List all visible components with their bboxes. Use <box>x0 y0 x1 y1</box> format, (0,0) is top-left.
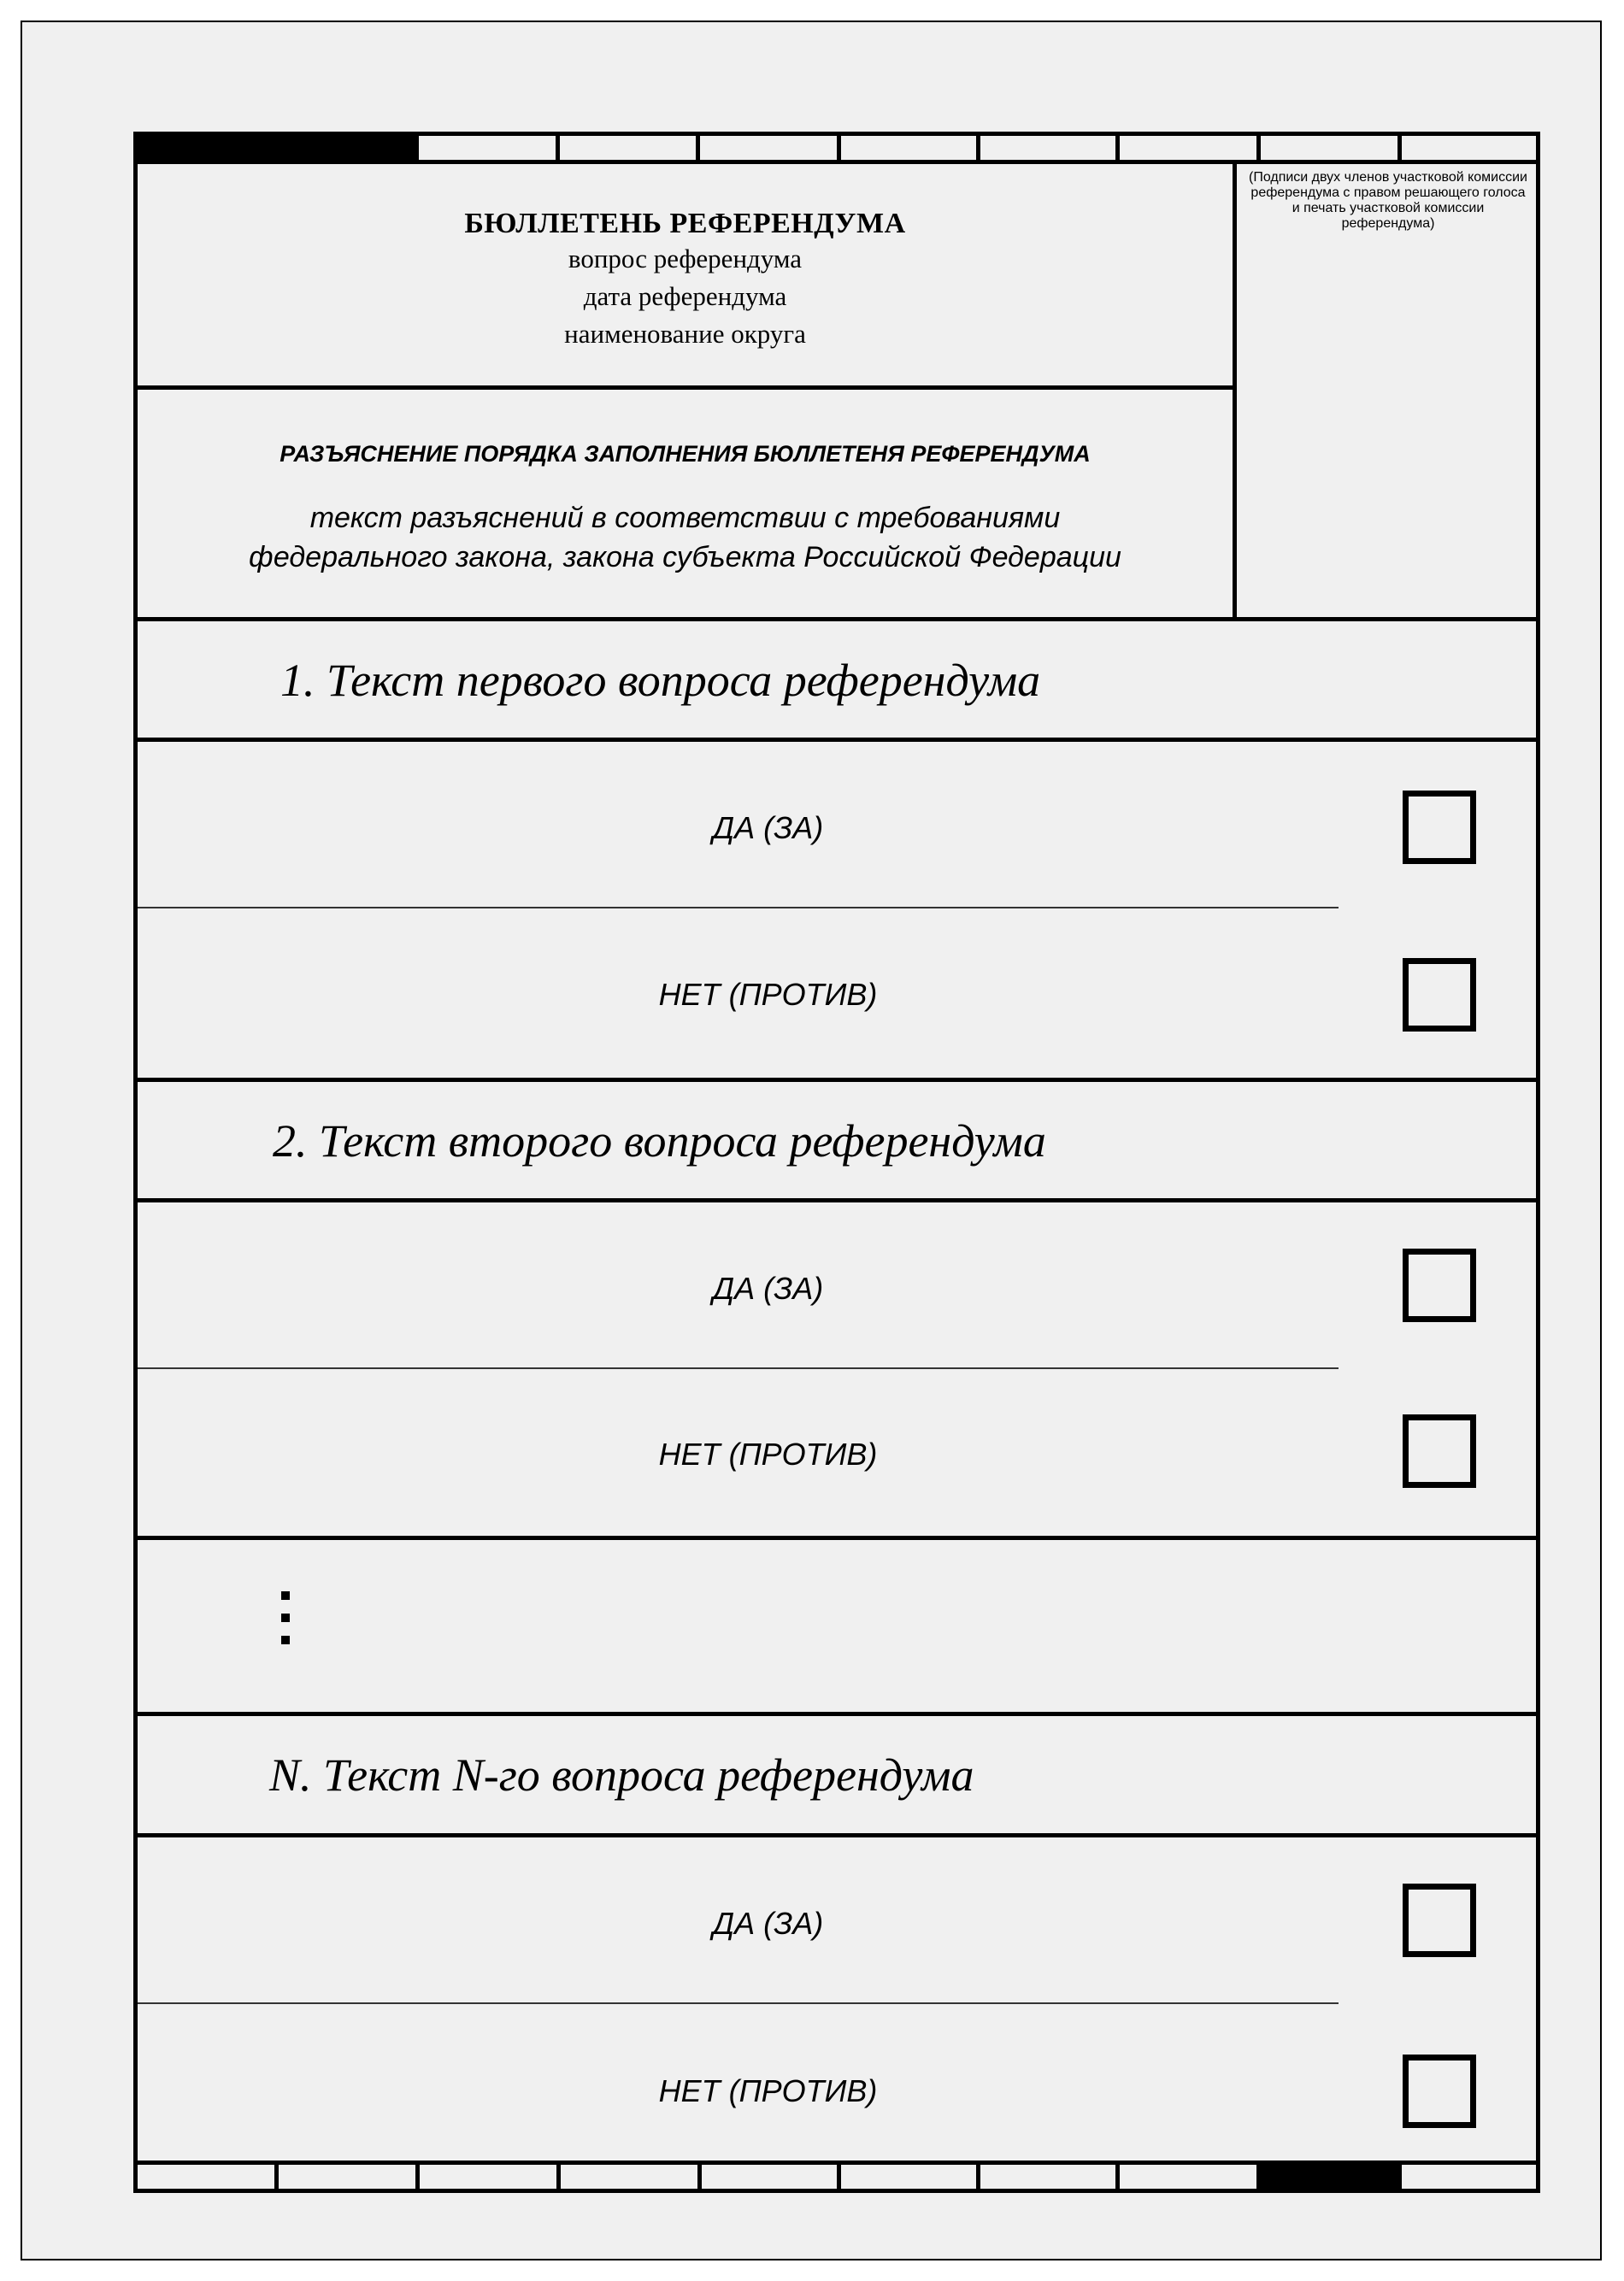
instructions-text-line1: текст разъяснений в соответствии с требованиями <box>309 502 1061 534</box>
ballot-title: БЮЛЛЕТЕНЬ РЕФЕРЕНДУМА <box>464 208 906 239</box>
top-marker-strip <box>138 136 1536 164</box>
question-text-n: N. Текст N-го вопроса референдума <box>269 1749 974 1801</box>
vote-checkbox-no-n[interactable] <box>1403 2055 1476 2128</box>
question-row-1 <box>138 617 1536 742</box>
question-text-1: 1. Текст первого вопроса референдума <box>280 655 1041 706</box>
vote-checkbox-no-1[interactable] <box>1403 958 1476 1032</box>
vote-checkbox-yes-n[interactable] <box>1403 1884 1476 1957</box>
instructions-title: РАЗЪЯСНЕНИЕ ПОРЯДКА ЗАПОЛНЕНИЯ БЮЛЛЕТЕНЯ РЕФЕРЕНДУМА <box>279 441 1091 467</box>
signature-note: (Подписи двух членов участковой комиссии референдума с правом решающего голоса и печать участковой комиссии референдума) <box>1248 170 1527 231</box>
district-name-label: наименование округа <box>564 319 806 349</box>
option-yes-1 <box>138 742 1536 908</box>
option-no-1 <box>138 908 1536 1078</box>
option-yes-label: ДА (ЗА) <box>712 1271 824 1306</box>
option-yes-n <box>138 1837 1536 2005</box>
referendum-date-label: дата референдума <box>583 281 787 311</box>
option-yes-2 <box>138 1202 1536 1368</box>
question-row-n <box>138 1712 1536 1837</box>
vote-checkbox-yes-2[interactable] <box>1403 1249 1476 1322</box>
bottom-marker-strip <box>138 2160 1536 2189</box>
question-row-2 <box>138 1078 1536 1202</box>
option-no-2 <box>138 1368 1536 1536</box>
vertical-ellipsis-icon <box>281 1591 293 1658</box>
filling-instructions <box>138 390 1237 617</box>
vote-checkbox-yes-1[interactable] <box>1403 791 1476 864</box>
option-no-label: НЕТ (ПРОТИВ) <box>658 2073 878 2108</box>
page-background <box>21 21 1602 2260</box>
omitted-questions-row <box>138 1536 1536 1714</box>
option-yes-label: ДА (ЗА) <box>712 1906 824 1941</box>
option-yes-label: ДА (ЗА) <box>712 810 824 845</box>
question-text-2: 2. Текст второго вопроса референдума <box>273 1115 1046 1167</box>
referendum-ballot <box>133 132 1540 2193</box>
option-no-label: НЕТ (ПРОТИВ) <box>658 1437 878 1472</box>
option-no-n <box>138 2005 1536 2169</box>
option-no-label: НЕТ (ПРОТИВ) <box>658 977 878 1012</box>
option-divider <box>138 2002 1339 2004</box>
ballot-header <box>138 162 1237 390</box>
instructions-text-line2: федерального закона, закона субъекта Российской Федерации <box>249 541 1121 573</box>
signature-area <box>1237 162 1536 617</box>
referendum-question-label: вопрос референдума <box>568 244 803 273</box>
vote-checkbox-no-2[interactable] <box>1403 1414 1476 1488</box>
